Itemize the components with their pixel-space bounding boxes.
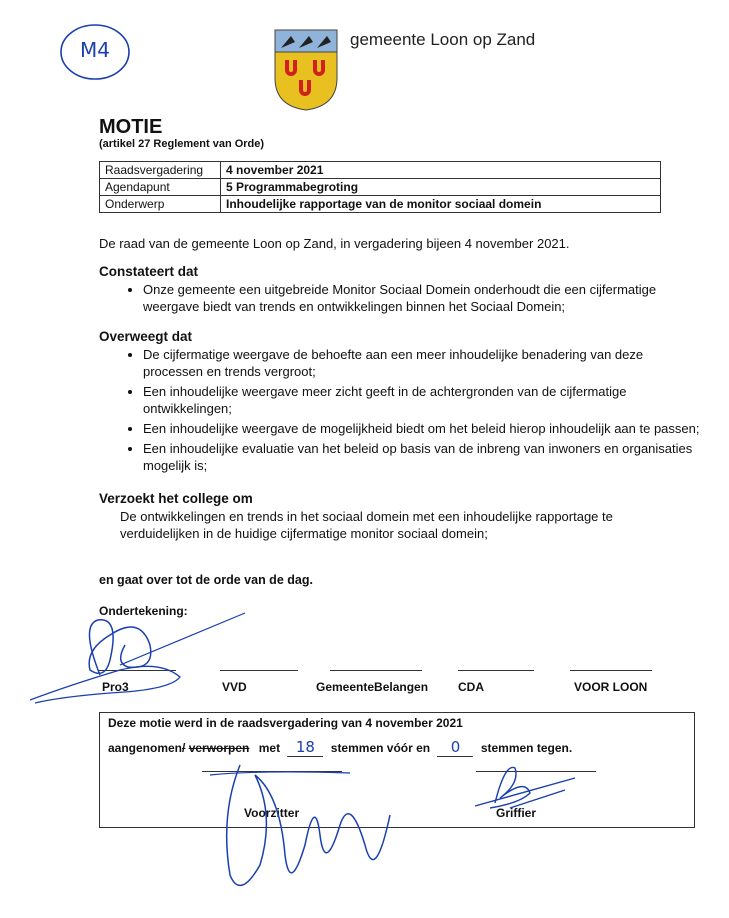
constateert-heading: Constateert dat	[99, 264, 199, 279]
slash: /	[182, 741, 186, 755]
votes-against: 0	[450, 738, 461, 756]
signature-line	[330, 670, 422, 671]
pro3-signature-image	[10, 605, 250, 710]
met-label: met	[258, 741, 281, 755]
info-value: 4 november 2021	[221, 162, 661, 179]
party-cda: CDA	[458, 680, 484, 694]
signature-line	[458, 670, 534, 671]
table-row	[100, 162, 661, 179]
list-item: • Een inhoudelijke evaluatie van het beleid op basis van de inbreng van inwoners en organisaties mogelijk is;	[143, 440, 703, 474]
table-row	[100, 196, 661, 213]
handwritten-mark-text: M4	[80, 38, 110, 62]
chair-signature-image	[200, 755, 400, 905]
party-voor-loon: VOOR LOON	[574, 680, 648, 694]
signature-line	[570, 670, 652, 671]
overweegt-list	[99, 346, 703, 477]
verzoekt-heading: Verzoekt het college om	[99, 491, 253, 506]
document-subtitle: (artikel 27 Reglement van Orde)	[99, 138, 265, 150]
intro-text: De raad van de gemeente Loon op Zand, in vergadering bijeen 4 november 2021.	[99, 236, 570, 251]
signature-label: Ondertekening:	[99, 604, 188, 618]
votes-for: 18	[295, 738, 315, 756]
list-item: • Onze gemeente een uitgebreide Monitor Sociaal Domein onderhoudt die een cijfermatige weergave biedt van trends en ontwikkelingen binnen het Sociaal Domein;	[143, 281, 703, 315]
against-label: stemmen tegen.	[480, 741, 573, 755]
overweegt-heading: Overweegt dat	[99, 329, 193, 344]
clerk-signature-image	[470, 758, 580, 818]
clerk-label: Griffier	[496, 806, 537, 820]
verzoekt-text: De ontwikkelingen en trends in het sociaal domein met een inhoudelijke rapportage te verduidelijken in de huidige cijfermatige monitor sociaal domein;	[120, 509, 613, 541]
municipal-crest-icon	[273, 28, 339, 112]
accepted-label: aangenomen	[108, 741, 183, 755]
table-row	[100, 179, 661, 196]
info-value: Inhoudelijke rapportage van de monitor sociaal domein	[221, 196, 661, 213]
info-label: Raadsvergadering	[100, 162, 221, 179]
party-gemeentebelangen: GemeenteBelangen	[316, 680, 429, 694]
info-value: 5 Programmabegroting	[221, 179, 661, 196]
municipality-name: gemeente Loon op Zand	[350, 30, 536, 49]
party-pro3: Pro3	[102, 680, 129, 694]
closing-line: en gaat over tot de orde van de dag.	[99, 573, 313, 587]
party-vvd: VVD	[222, 680, 247, 694]
list-item: • Een inhoudelijke weergave meer zicht geeft in de achtergronden van de cijfermatige ontwikkelingen;	[143, 383, 703, 417]
info-label: Onderwerp	[100, 196, 221, 213]
rejected-label: verworpen	[188, 741, 250, 755]
constateert-list	[99, 281, 703, 318]
list-item: • Een inhoudelijke weergave de mogelijkheid biedt om het beleid hierop inhoudelijk aan te passen;	[143, 420, 703, 437]
chair-label: Voorzitter	[244, 806, 300, 820]
info-table	[99, 161, 661, 213]
list-item: • De cijfermatige weergave de behoefte aan een meer inhoudelijke benadering van deze processen en trends vergroot;	[143, 346, 703, 380]
document-title: MOTIE	[99, 116, 163, 138]
for-label: stemmen vóór en	[330, 741, 431, 755]
info-label: Agendapunt	[100, 179, 221, 196]
result-meeting-line: Deze motie werd in de raadsvergadering van 4 november 2021	[108, 716, 463, 730]
